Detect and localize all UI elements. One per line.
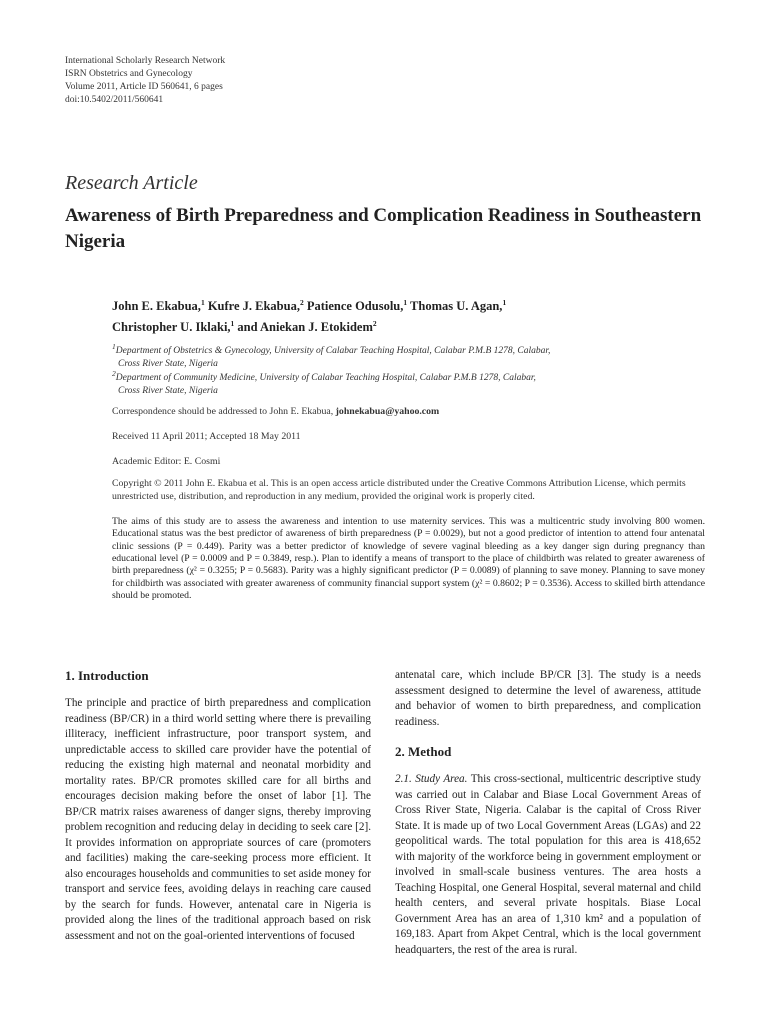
introduction-text: The principle and practice of birth preparedness and complication readiness (BP/CR) in a third world setting where there is prevailing illiteracy, inefficient infrastructure, poor transport system, and unpredictable access to skilled care provider have the potential of reducing the existing high maternal and neonatal morbidity and mortality rates. BP/CR promotes skilled care for all births and encourages decision making before the onset of labor [1]. The BP/CR matrix raises awareness of danger signs, thereby improving problem recognition and reducing delay in deciding to seek care [2]. It provides information on appropriate sources of care (promoters and facilities) making the care-seeking process more efficient. It also encourages households and communities to set aside money for transport and service fees, avoiding delays in reaching care caused by the search for funds. However, antenatal care in Nigeria is provided along the lines of the traditional approach based on risk assessment and not on the goal-oriented interventions of focused <box>65 697 371 942</box>
academic-editor: Academic Editor: E. Cosmi <box>112 456 221 467</box>
right-column <box>395 668 701 958</box>
affiliation-1: $^1$Department of Obstetrics & Gynecology, University of Calabar Teaching Hospital, Calabar P.M.B 1278, Calabar, Cross River State, Nigeria <box>112 342 551 370</box>
author-list <box>112 294 712 336</box>
author: Kufre J. Ekabua,$^2$ <box>207 298 304 314</box>
study-area-subheading: 2.1. Study Area. <box>395 773 468 785</box>
doi[interactable]: doi:10.5402/2011/560641 <box>65 95 164 105</box>
author: and Aniekan J. Etokidem$^2$ <box>237 319 377 335</box>
author: John E. Ekabua,$^1$ <box>112 298 205 314</box>
correspondence-email[interactable]: johnekabua@yahoo.com <box>335 406 440 417</box>
network-name: International Scholarly Research Network <box>65 56 226 66</box>
introduction-heading: 1. Introduction <box>65 668 149 683</box>
copyright-notice: Copyright © 2011 John E. Ekabua et al. This is an open access article distributed under the Creative Commons Attribution License, which permits unrestricted use, distribution, and reproduction in any medium, provided the original work is properly cited. <box>112 478 686 502</box>
received-dates: Received 11 April 2011; Accepted 18 May 2011 <box>112 431 301 442</box>
left-column <box>65 668 371 944</box>
method-heading: 2. Method <box>395 744 452 759</box>
introduction-continuation: antenatal care, which include BP/CR [3]. The study is a needs assessment designed to determine the level of awareness, attitude and behavior of women to birth preparedness, and complication readiness. <box>395 669 701 728</box>
article-type: Research Article <box>65 172 198 194</box>
correspondence: Correspondence should be addressed to John E. Ekabua, johnekabua@yahoo.com <box>112 406 440 417</box>
author: Patience Odusolu,$^1$ <box>306 298 408 314</box>
journal-header <box>65 55 225 107</box>
abstract: The aims of this study are to assess the awareness and intention to use maternity services. This was a multicentric study involving 800 women. Educational status was the best predictor of awareness of birth preparedness (P = 0.0029), but not a good predictor of intention to attend four antenatal clinic sessions (P = 0.449). Parity was a better predictor of knowledge of severe vaginal bleeding as a key danger sign during pregnancy than educational level (P = 0.0009 and P = 0.3849, resp.). Plan to identify a means of transport to the place of childbirth was related to greater awareness of birth preparedness (χ² = 0.3255; P = 0.5683). Parity was a highly significant predictor (P = 0.0089) of planning to save money. Planning to save money for childbirth was associated with greater awareness of community financial support system (χ² = 0.8602; P = 0.3536). Access to skilled birth attendance should be promoted. <box>112 516 705 602</box>
author: Christopher U. Iklaki,$^1$ <box>112 319 235 335</box>
study-area-text: 2.1. Study Area. This cross-sectional, multicentric descriptive study was carried out in Calabar and Biase Local Government Areas of Cross River State, Nigeria. Calabar is the capital of Cross River State. It is made up of two Local Government Areas (LGAs) and 22 geopolitical wards. The total population for this area is 418,652 with majority of the workforce being in government employment or involved in small-scale business ventures. The area hosts a Teaching Hospital, one General Hospital, several maternal and child health centers, and several private hospitals. Biase Local Government Area has an area of 1,310 km² and a population of 169,183. Apart from Akpet Central, which is the local government headquarters, the rest of the area is rural. <box>395 773 702 956</box>
article-title: Awareness of Birth Preparedness and Complication Readiness in Southeastern Nigeria <box>65 205 702 252</box>
volume-info: Volume 2011, Article ID 560641, 6 pages <box>65 82 223 92</box>
journal-name: ISRN Obstetrics and Gynecology <box>65 69 193 79</box>
author: Thomas U. Agan,$^1$ <box>410 298 507 314</box>
affiliation-2: $^2$Department of Community Medicine, University of Calabar Teaching Hospital, Calabar P.M.B 1278, Calabar, Cross River State, Nigeria <box>112 369 536 397</box>
